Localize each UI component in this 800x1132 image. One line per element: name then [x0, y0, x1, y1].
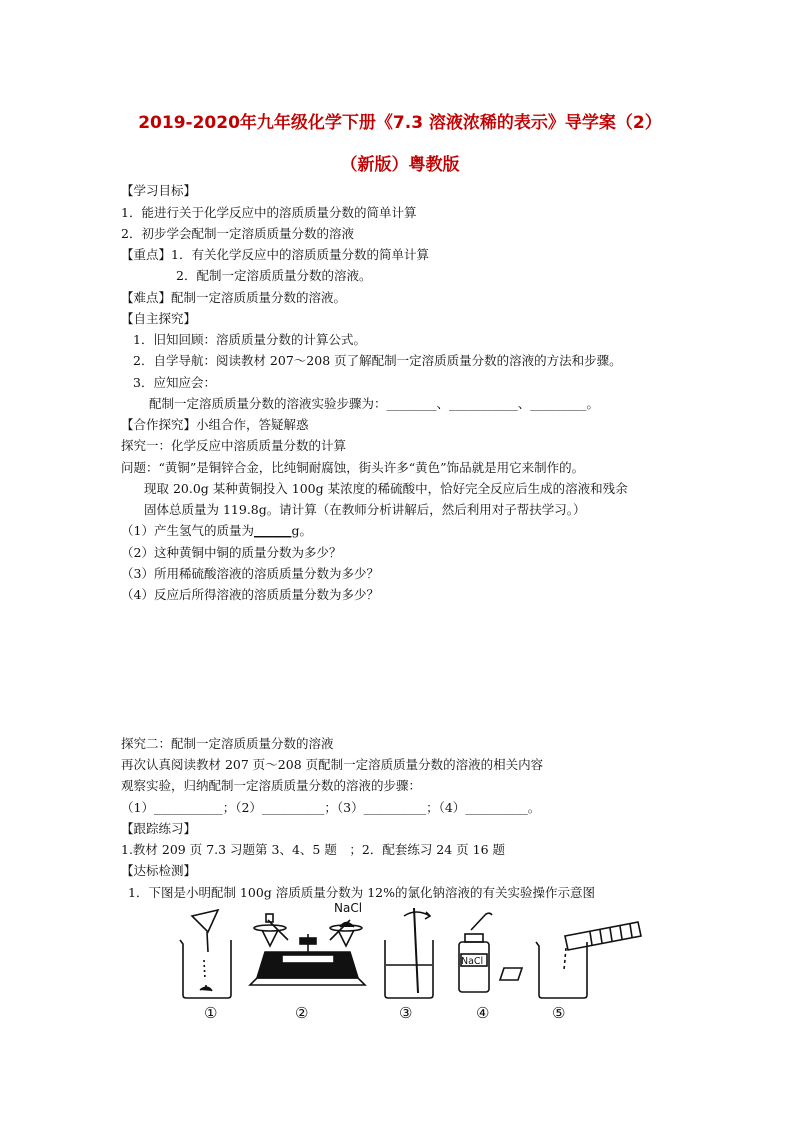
problem-line-3: 固体总质量为 119.8g。请计算（在教师分析讲解后，然后利用对子帮扶学习。）	[144, 502, 586, 517]
pouring-illustration	[536, 922, 641, 998]
question-3: （3）所用稀硫酸溶液的溶质质量分数为多少？	[121, 566, 379, 581]
reagent-bottle-illustration	[459, 913, 522, 992]
self-study-1: 1．旧知回顾：溶质质量分数的计算公式。	[133, 332, 366, 347]
problem-line-2: 现取 20.0g 某种黄铜投入 100g 某浓度的稀硫酸中，恰好完全反应后生成的溶液和残余	[144, 481, 628, 496]
section-assessment: 【达标检测】	[121, 863, 197, 878]
section-self-study: 【自主探究】	[121, 311, 197, 326]
explore-2-steps: （1）___________；（2）__________；（3）__________；（4）__________。	[121, 800, 541, 815]
assessment-question-1: 1．下图是小明配制 100g 溶质质量分数为 12%的氯化钠溶液的有关实验操作示意图	[128, 885, 596, 900]
key-point-2: 2．配制一定溶质质量分数的溶液。	[176, 268, 372, 283]
beaker-funnel-illustration	[180, 910, 231, 998]
steps-question: 配制一定溶质质量分数的溶液实验步骤为：________、___________、_________。	[149, 396, 600, 411]
section-learning-goals: 【学习目标】	[121, 183, 197, 198]
section-cooperation: 【合作探究】小组合作，答疑解惑	[121, 417, 309, 432]
question-4: （4）反应后所得溶液的溶质质量分数为多少？	[121, 587, 379, 602]
key-point-1: 【重点】1．有关化学反应中的溶质质量分数的简单计算	[121, 247, 429, 262]
explore-1-heading: 探究一：化学反应中溶质质量分数的计算	[121, 438, 347, 453]
self-study-3: 3．应知应会：	[133, 375, 216, 390]
answer-blank: ______	[253, 523, 292, 538]
section-practice: 【跟踪练习】	[121, 821, 197, 836]
step-label-3: ③	[399, 1004, 413, 1022]
problem-line-1: 问题：“黄铜”是铜锌合金，比纯铜耐腐蚀，街头许多“黄色”饰品就是用它来制作的。	[121, 460, 585, 475]
balance-illustration	[250, 914, 365, 985]
step-label-1: ①	[204, 1004, 218, 1022]
goal-1: 1．能进行关于化学反应中的溶质质量分数的简单计算	[121, 205, 417, 220]
practice-line: 1.教材 209 页 7.3 习题第 3、4、5 题 ；2．配套练习 24 页 16 题	[121, 842, 506, 857]
goal-2: 2．初步学会配制一定溶质质量分数的溶液	[121, 226, 354, 241]
document-title-line1: 2019-2020年九年级化学下册《7.3 溶液浓稀的表示》导学案（2）	[138, 113, 662, 133]
explore-2-heading: 探究二：配制一定溶质质量分数的溶液	[121, 736, 334, 751]
difficulty: 【难点】配制一定溶质质量分数的溶液。	[121, 290, 347, 305]
document-title-line2: （新版）粤教版	[340, 155, 460, 175]
bottle-label: NaCl	[461, 956, 484, 967]
stirring-illustration	[385, 908, 433, 998]
self-study-2: 2．自学导航：阅读教材 207～208 页了解配制一定溶质质量分数的溶液的方法和步骤。	[133, 353, 622, 368]
step-label-4: ④	[476, 1004, 490, 1022]
step-label-2: ②	[295, 1004, 309, 1022]
question-2: （2）这种黄铜中铜的质量分数为多少？	[121, 545, 342, 560]
question-1-text: （1）产生氢气的质量为	[121, 523, 254, 538]
nacl-label: NaCl	[334, 901, 363, 915]
step-label-5: ⑤	[552, 1004, 566, 1022]
question-1-unit: g。	[291, 523, 312, 538]
explore-2-line-1: 再次认真阅读教材 207 页～208 页配制一定溶质质量分数的溶液的相关内容	[121, 757, 544, 772]
explore-2-line-2: 观察实验，归纳配制一定溶质质量分数的溶液的步骤：	[121, 778, 422, 793]
